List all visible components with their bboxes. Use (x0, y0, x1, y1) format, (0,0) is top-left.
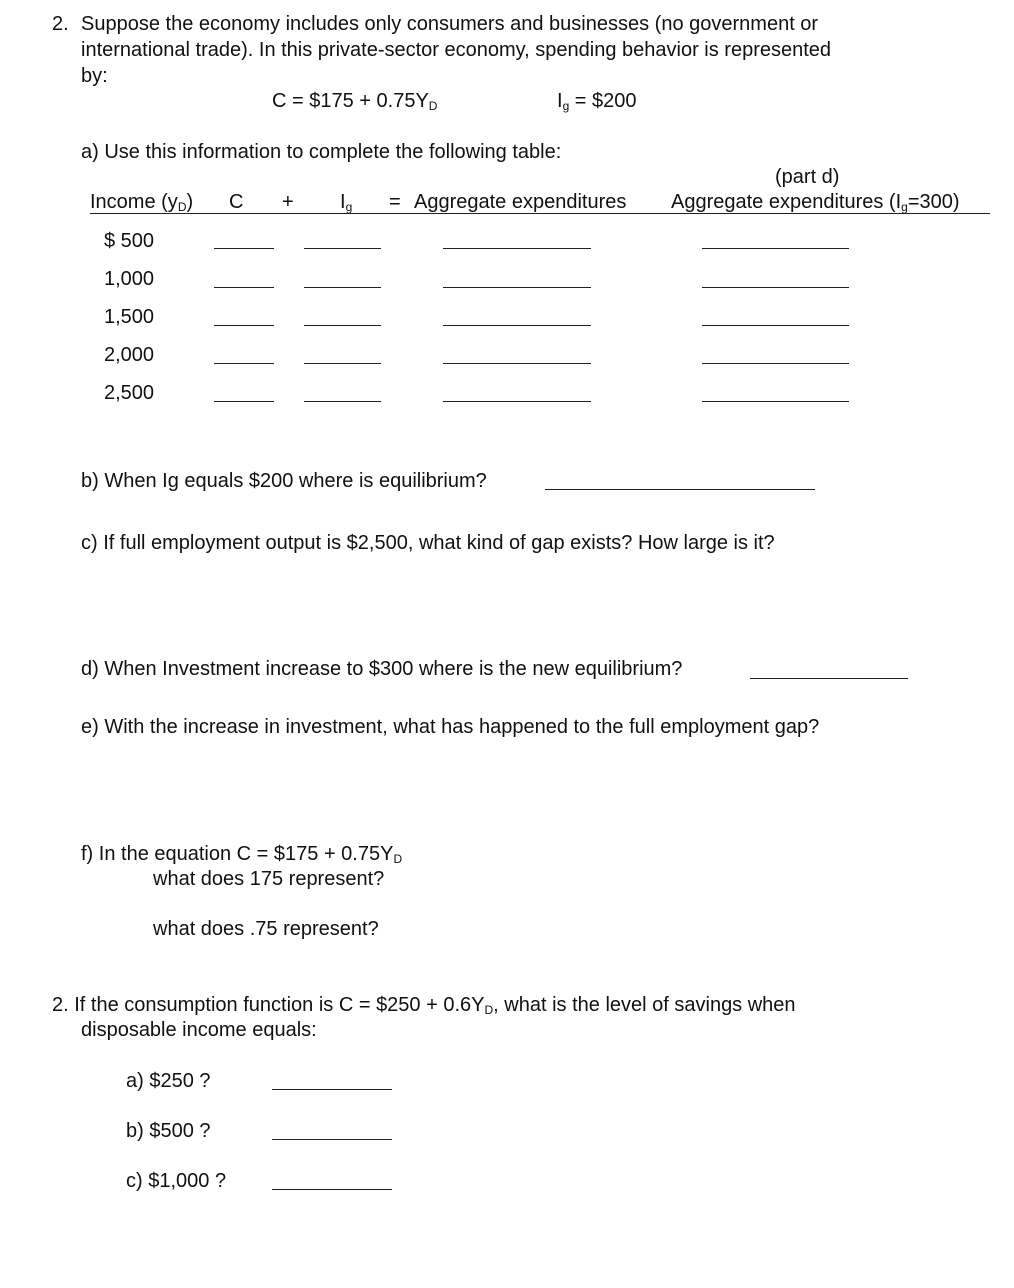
consumption-equation: C = $175 + $0.75Y_D$ (272, 90, 438, 113)
savings-item-250: a) $250 ? (126, 1070, 211, 1092)
answer-blank-c[interactable] (214, 287, 274, 288)
answer-blank-ig[interactable] (304, 401, 381, 402)
question-number: 2. (52, 13, 69, 35)
question-2-savings: 2. If the consumption function is C = $250 + $0.6Y_D$, what is the level of savings when (52, 994, 796, 1017)
answer-blank-c[interactable] (214, 363, 274, 364)
answer-blank-ae-d[interactable] (702, 325, 849, 326)
income-row-2000: 2,000 (104, 344, 155, 366)
answer-blank-ig[interactable] (304, 325, 381, 326)
answer-blank-ig[interactable] (304, 287, 381, 288)
intro-line-1: Suppose the economy includes only consumers and businesses (no government or (81, 13, 819, 35)
part-d-question: d) When Investment increase to $300 where is the new equilibrium? (81, 658, 683, 680)
answer-blank-ae-d[interactable] (702, 287, 849, 288)
part-f-075-question: what does .75 represent? (153, 918, 379, 940)
table-header-underline (90, 213, 990, 214)
question-2-savings-line2: disposable income equals: (81, 1019, 317, 1041)
income-row-500: $ 500 (104, 230, 155, 252)
intro-line-2: international trade). In this private-sector economy, spending behavior is represented (81, 39, 832, 61)
income-row-1500: 1,500 (104, 306, 155, 328)
answer-blank-ae[interactable] (443, 325, 591, 326)
answer-blank-d[interactable] (750, 678, 908, 679)
investment-equation: $I_g$ = $200 (557, 90, 637, 113)
answer-blank-savings-1000[interactable] (272, 1189, 392, 1190)
part-d-label: (part d) (775, 166, 840, 188)
header-income: Income $(y_D)$ (90, 191, 194, 214)
answer-blank-ae[interactable] (443, 248, 591, 249)
part-f-question: f) In the equation C = $175 + $0.75Y_D$ (81, 843, 403, 866)
part-e-question: e) With the increase in investment, what has happened to the full employment gap? (81, 716, 820, 738)
intro-line-3: by: (81, 65, 108, 87)
answer-blank-c[interactable] (214, 325, 274, 326)
part-a-prompt: a) Use this information to complete the following table: (81, 141, 562, 163)
income-row-2500: 2,500 (104, 382, 155, 404)
answer-blank-ig[interactable] (304, 248, 381, 249)
answer-blank-c[interactable] (214, 248, 274, 249)
answer-blank-ae[interactable] (443, 363, 591, 364)
header-plus: + (282, 191, 294, 213)
header-aggregate-expenditures: Aggregate expenditures (414, 191, 627, 213)
part-f-175-question: what does 175 represent? (153, 868, 385, 890)
header-ig: $I_g$ (340, 191, 353, 214)
answer-blank-ae[interactable] (443, 287, 591, 288)
answer-blank-savings-500[interactable] (272, 1139, 392, 1140)
answer-blank-c[interactable] (214, 401, 274, 402)
answer-blank-savings-250[interactable] (272, 1089, 392, 1090)
income-row-1000: 1,000 (104, 268, 155, 290)
answer-blank-b[interactable] (545, 489, 815, 490)
part-c-question: c) If full employment output is $2,500, what kind of gap exists? How large is it? (81, 532, 775, 554)
savings-item-500: b) $500 ? (126, 1120, 211, 1142)
answer-blank-ae-d[interactable] (702, 363, 849, 364)
answer-blank-ae[interactable] (443, 401, 591, 402)
header-aggregate-expenditures-ig300: Aggregate expenditures $(I_g=300)$ (671, 191, 960, 214)
header-equals: = (389, 191, 401, 213)
savings-item-1000: c) $1,000 ? (126, 1170, 227, 1192)
answer-blank-ae-d[interactable] (702, 401, 849, 402)
part-b-question: b) When Ig equals $200 where is equilibrium? (81, 470, 487, 492)
header-c: C (229, 191, 244, 213)
answer-blank-ig[interactable] (304, 363, 381, 364)
answer-blank-ae-d[interactable] (702, 248, 849, 249)
